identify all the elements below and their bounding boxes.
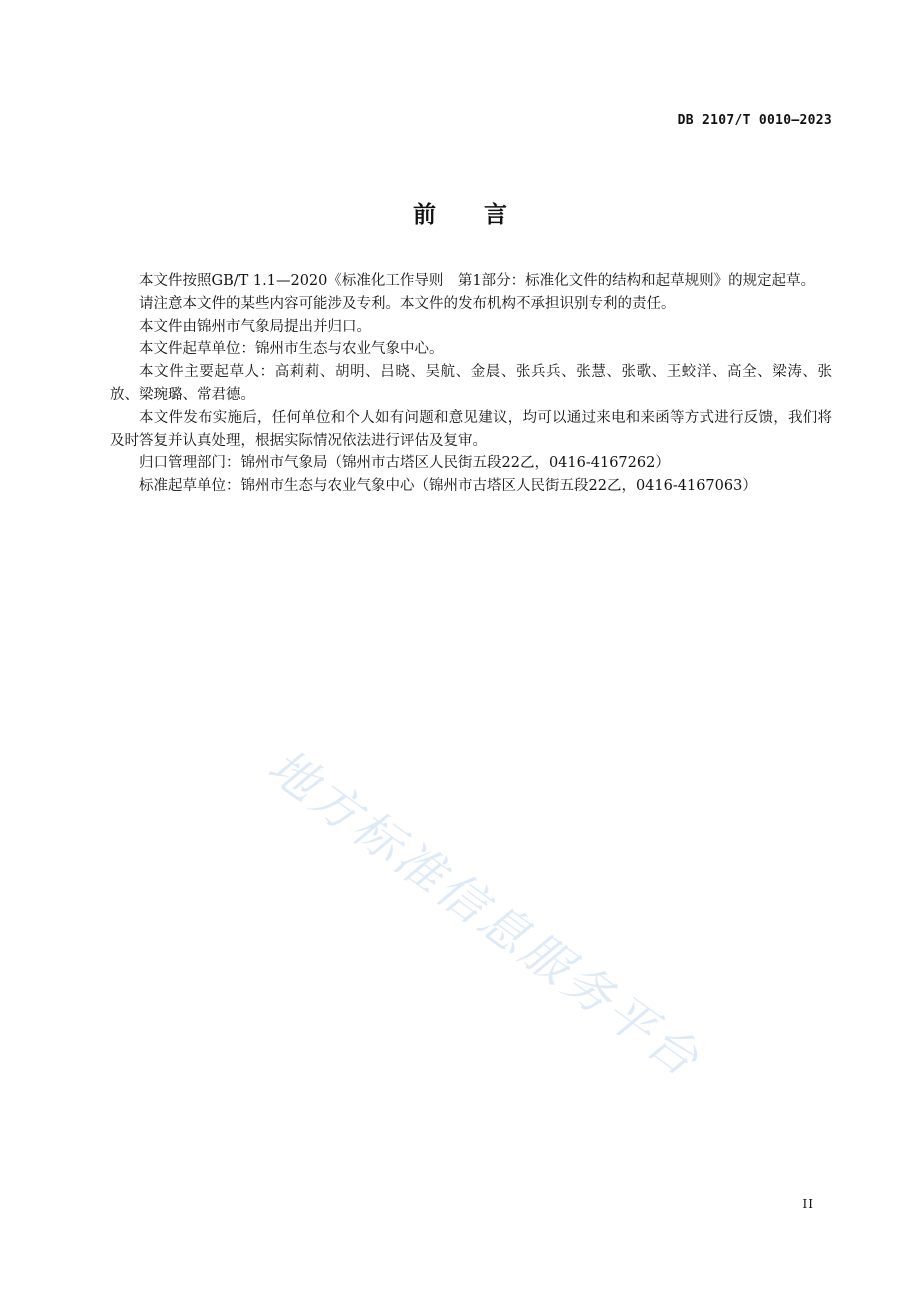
paragraph-standard-drafting-unit: 标准起草单位：锦州市生态与农业气象中心（锦州市古塔区人民街五段22乙，0416-4167063） — [139, 478, 757, 495]
foreword-body — [110, 270, 832, 498]
watermark: 地方标准信息服务平台 — [257, 738, 712, 1090]
paragraph-drafters: 本文件主要起草人：高莉莉、胡明、吕晓、吴航、金晨、张兵兵、张慧、张歌、王蛟洋、高全、梁涛、张放、梁琬璐、常君德。 — [110, 364, 832, 403]
paragraph-drafting-basis: 本文件按照GB/T 1.1—2020《标准化工作导则 第1部分：标准化文件的结构和起草规则》的规定起草。 — [139, 273, 816, 289]
paragraph-patent-notice: 请注意本文件的某些内容可能涉及专利。本文件的发布机构不承担识别专利的责任。 — [139, 295, 676, 312]
paragraph-drafting-unit: 本文件起草单位：锦州市生态与农业气象中心。 — [139, 341, 444, 358]
paragraph-management-dept: 归口管理部门：锦州市气象局（锦州市古塔区人民街五段22乙，0416-4167262） — [139, 455, 670, 472]
page-number: II — [802, 1197, 814, 1211]
paragraph-proposer: 本文件由锦州市气象局提出并归口。 — [139, 318, 371, 335]
document-code: DB 2107/T 0010—2023 — [677, 113, 832, 128]
paragraph-feedback: 本文件发布实施后，任何单位和个人如有问题和意见建议，均可以通过来电和来函等方式进行反馈，我们将及时答复并认真处理，根据实际情况依法进行评估及复审。 — [110, 409, 832, 449]
page-title: 前言 — [413, 202, 555, 228]
